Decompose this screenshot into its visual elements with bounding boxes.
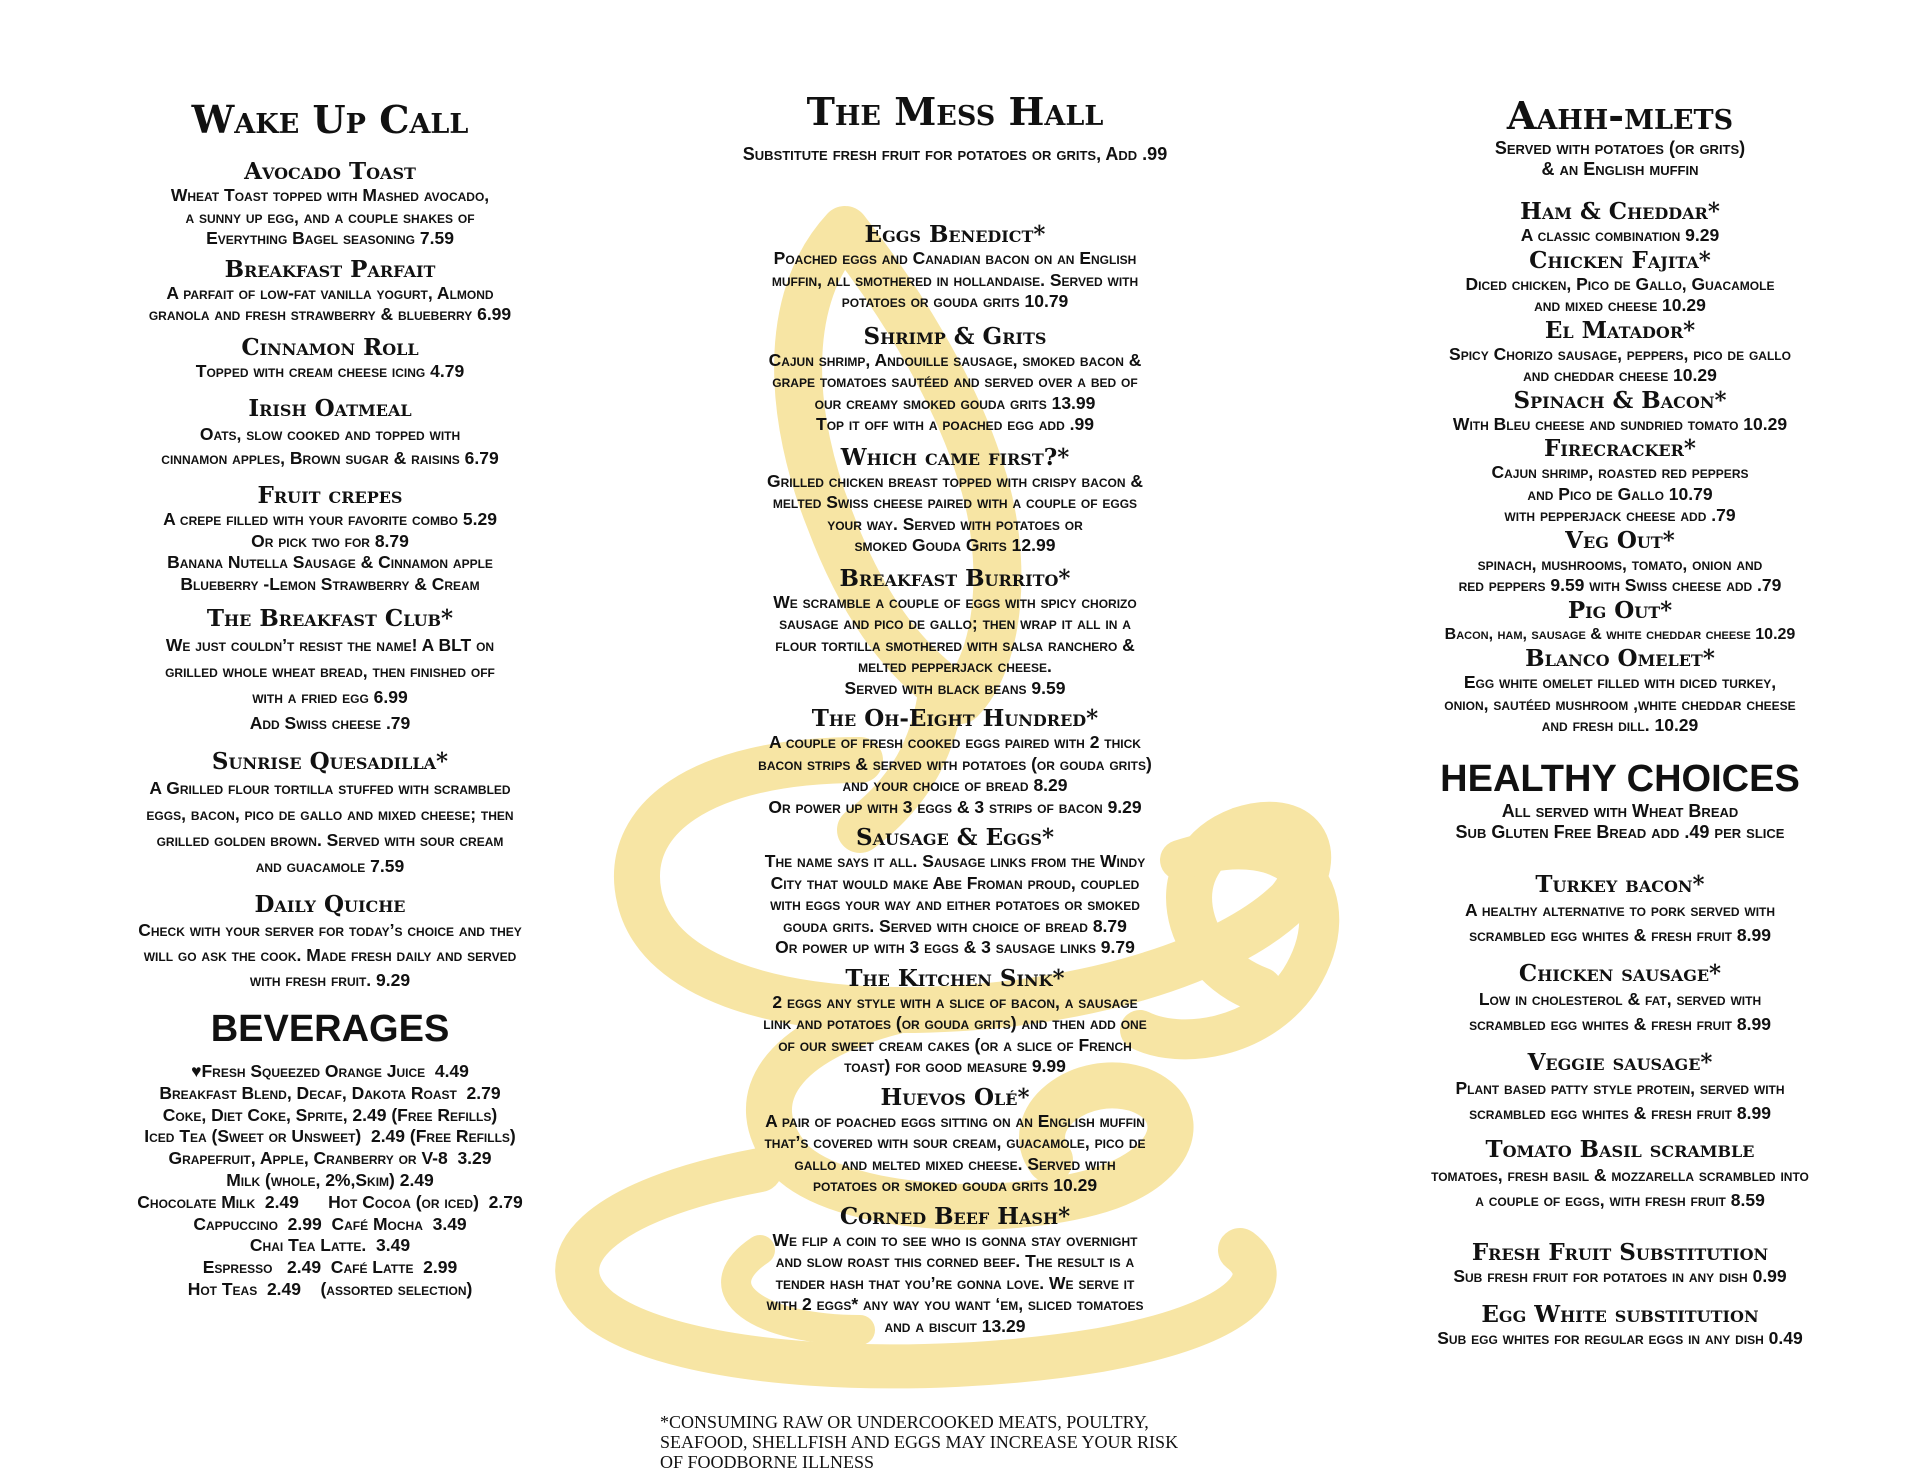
item-name: Veg Out* [1565, 526, 1675, 554]
menu-item [1340, 1136, 1900, 1213]
item-description: With Bleu cheese and sundried tomato 10.29 [1452, 413, 1788, 434]
item-description: Check with your server for today’s choice and they will go ask the cook. Made fresh daily and served with fresh fruit. 9.29 [138, 920, 522, 990]
menu-item [40, 158, 620, 250]
item-description: We just couldn’t resist the name! A BLT on grilled whole wheat bread, then finished off with a fried egg 6.99 Add Swiss cheese .79 [165, 635, 495, 733]
item-name: Which came first?* [840, 443, 1070, 471]
beverage-line: Espresso 2.49 Café Latte 2.99 [202, 1257, 458, 1278]
beverage-line: Cappuccino 2.99 Café Mocha 3.49 [193, 1213, 467, 1234]
item-name: Breakfast Burrito* [839, 564, 1071, 592]
item-name: Avocado Toast [244, 158, 416, 185]
menu-item [655, 824, 1255, 959]
mess-hall-subtitle: Substitute fresh fruit for potatoes or grits, Add .99 [742, 144, 1168, 164]
food-safety-disclaimer: *CONSUMING RAW OR UNDERCOOKED MEATS, POULTRY, SEAFOOD, SHELLFISH AND EGGS MAY INCREASE YOUR RISK OF FOODBORNE ILLNESS [660, 1412, 1179, 1472]
mess-hall-column [655, 0, 1255, 1337]
item-description: A pair of poached eggs sitting on an English muffin that’s covered with sour cream, guacamole, pico de gallo and melted mixed cheese. Served with potatoes or smoked gouda grits 10.29 [764, 1110, 1146, 1195]
item-name: Spinach & Bacon* [1513, 386, 1727, 414]
healthy-choices-subtitle: All served with Wheat Bread Sub Gluten Free Bread add .49 per slice [1455, 800, 1785, 842]
item-description: Grilled chicken breast topped with crispy bacon & melted Swiss cheese paired with a couple of eggs your way. Served with potatoes or smoked Gouda Grits 12.99 [766, 470, 1144, 555]
item-description: Oats, slow cooked and topped with cinnamon apples, Brown sugar & raisins 6.79 [161, 424, 499, 468]
item-name: Blanco Omelet* [1525, 645, 1715, 672]
item-description: A crepe filled with your favorite combo 5.29 Or pick two for 8.79 Banana Nutella Sausage & Cinnamon apple Blueberry -Lemon Strawberry & Cream [163, 509, 497, 594]
healthy-choices-title: HEALTHY CHOICES [1440, 757, 1800, 800]
menu-item [655, 705, 1255, 818]
item-description: We scramble a couple of eggs with spicy chorizo sausage and pico de gallo; then wrap it all in a flour tortilla smothered with salsa ranchero & melted pepperjack cheese. Served with black beans 9.59 [773, 591, 1137, 698]
mess-hall-title: The Mess Hall [806, 89, 1104, 134]
item-name: The Breakfast Club* [206, 605, 454, 632]
beverage-line: Chocolate Milk 2.49 Hot Cocoa (or iced) 2.79 [137, 1191, 523, 1212]
menu-item [655, 323, 1255, 436]
item-description: Sub egg whites for regular eggs in any dish 0.49 [1437, 1328, 1803, 1348]
omelets-column [1340, 0, 1900, 1350]
item-description: A couple of fresh cooked eggs paired with 2 thick bacon strips & served with potatoes (or gouda grits) and your choice of bread 8.29 Or power up with 3 eggs & 3 strips of bacon 9.29 [758, 732, 1152, 817]
item-description: Spicy Chorizo sausage, peppers, pico de gallo and cheddar cheese 10.29 [1449, 343, 1791, 385]
beverages-list [40, 1061, 620, 1301]
item-description: spinach, mushrooms, tomato, onion and red peppers 9.59 with Swiss cheese add .79 [1458, 553, 1782, 595]
item-name: El Matador* [1544, 316, 1696, 344]
beverage-line: Grapefruit, Apple, Cranberry or V-8 3.29 [168, 1148, 492, 1169]
item-description: Low in cholesterol & fat, served with scrambled egg whites & fresh fruit 8.99 [1469, 988, 1771, 1034]
item-name: Shrimp & Grits [863, 322, 1047, 350]
beverage-line: Iced Tea (Sweet or Unsweet) 2.49 (Free Refills) [144, 1126, 516, 1147]
menu-item [1340, 387, 1900, 436]
item-description: Topped with cream cheese icing 4.79 [195, 360, 465, 381]
item-description: tomatoes, fresh basil & mozzarella scrambled into a couple of eggs, with fresh fruit 8.59 [1431, 1164, 1809, 1210]
beverages-title: BEVERAGES [210, 1008, 450, 1050]
item-name: Daily Quiche [254, 891, 406, 918]
wake-up-call-title: Wake Up Call [191, 97, 469, 142]
menu-item [1340, 317, 1900, 387]
menu-item [655, 1203, 1255, 1338]
item-name: Fresh Fruit Substitution [1471, 1238, 1769, 1266]
menu-item [40, 748, 620, 879]
item-name: Turkey bacon* [1535, 870, 1705, 898]
omelets-title: Aahh-mlets [1506, 93, 1734, 138]
menu-item [40, 605, 620, 736]
menu-item [1340, 527, 1900, 597]
menu-item [655, 565, 1255, 700]
menu-item [40, 891, 620, 993]
omelets-subtitle: Served with potatoes (or grits) & an English muffin [1494, 138, 1746, 179]
menu-item [1340, 645, 1900, 737]
item-name: Eggs Benedict* [864, 221, 1046, 248]
beverage-line: Breakfast Blend, Decaf, Dakota Roast 2.79 [159, 1082, 501, 1103]
item-name: Sunrise Quesadilla* [211, 748, 449, 775]
menu-item [40, 482, 620, 595]
item-description: Poached eggs and Canadian bacon on an English muffin, all smothered in hollandaise. Served with potatoes or gouda grits 10.79 [771, 248, 1139, 311]
item-name: Tomato Basil scramble [1485, 1135, 1755, 1163]
item-description: Wheat Toast topped with Mashed avocado, a sunny up egg, and a couple shakes of Everything Bagel seasoning 7.59 [170, 185, 490, 248]
beverage-line: Chai Tea Latte. 3.49 [249, 1235, 411, 1256]
item-name: Pig Out* [1567, 596, 1673, 624]
item-name: Chicken Fajita* [1529, 246, 1711, 274]
menu-item [1340, 198, 1900, 247]
menu-item [1340, 1239, 1900, 1288]
beverage-line: Coke, Diet Coke, Sprite, 2.49 (Free Refills) [162, 1104, 498, 1125]
beverage-line: Hot Teas 2.49 (assorted selection) [187, 1278, 473, 1299]
menu-item [1340, 1301, 1900, 1350]
item-name: The Oh-Eight Hundred* [811, 705, 1099, 732]
item-description: A parfait of low-fat vanilla yogurt, Almond granola and fresh strawberry & blueberry 6.99 [148, 282, 512, 324]
item-name: Veggie sausage* [1527, 1048, 1713, 1076]
item-name: Chicken sausage* [1518, 959, 1722, 987]
menu-item [1340, 247, 1900, 317]
item-description: We flip a coin to see who is gonna stay overnight and slow roast this corned beef. The result is a tender hash that you’re gonna love. We serve it with 2 eggs* any way you want ‘em, sliced tomatoes and a biscuit 13.29 [766, 1229, 1144, 1336]
item-description: Egg white omelet filled with diced turkey, onion, sautéed mushroom ,white cheddar cheese and fresh dill. 10.29 [1444, 672, 1796, 735]
item-description: Plant based patty style protein, served with scrambled egg whites & fresh fruit 8.99 [1455, 1077, 1785, 1123]
item-description: Sub fresh fruit for potatoes in any dish 0.99 [1453, 1265, 1787, 1286]
item-name: Huevos Olé* [880, 1083, 1030, 1111]
item-name: Cinnamon Roll [241, 333, 419, 361]
item-name: Breakfast Parfait [224, 255, 436, 283]
item-name: Ham & Cheddar* [1520, 198, 1720, 225]
wake-up-call-column [40, 0, 620, 1301]
item-description: The name says it all. Sausage links from the Windy City that would make Abe Froman proud, coupled with eggs your way and either potatoes or smoked gouda grits. Served with choice of bread 8.79 Or power up with 3 eggs & 3 sausage links 9.79 [764, 851, 1146, 957]
menu-item [655, 221, 1255, 313]
beverage-line: ♥Fresh Squeezed Orange Juice 4.49 [191, 1061, 469, 1081]
menu-item [655, 1084, 1255, 1197]
menu-item [40, 256, 620, 326]
item-name: Fruit crepes [257, 482, 403, 509]
menu-item [1340, 597, 1900, 646]
item-description: 2 eggs any style with a slice of bacon, a sausage link and potatoes (or gouda grits) and then add one of our sweet cream cakes (or a slice of French toast) for good measure 9.99 [763, 991, 1147, 1076]
item-description: Cajun shrimp, roasted red peppers and Pico de Gallo 10.79 with pepperjack cheese add .79 [1491, 462, 1749, 525]
menu-item [655, 965, 1255, 1078]
item-description: A Grilled flour tortilla stuffed with scrambled eggs, bacon, pico de gallo and mixed cheese; then grilled golden brown. Served with sour cream and guacamole 7.59 [146, 778, 514, 876]
item-description: Cajun shrimp, Andouille sausage, smoked bacon & grape tomatoes sautéed and served over a bed of our creamy smoked gouda grits 13.99 Top it off with a poached egg add .99 [768, 349, 1142, 434]
item-name: Corned Beef Hash* [839, 1202, 1071, 1230]
menu-item [1340, 1049, 1900, 1126]
menu-item [1340, 435, 1900, 527]
menu-item [1340, 871, 1900, 948]
item-description: Diced chicken, Pico de Gallo, Guacamole and mixed cheese 10.29 [1465, 273, 1775, 315]
item-name: Sausage & Eggs* [855, 824, 1055, 851]
beverage-line: Milk (whole, 2%,Skim) 2.49 [226, 1169, 434, 1190]
item-name: Irish Oatmeal [248, 395, 412, 422]
item-name: Egg White substitution [1481, 1301, 1759, 1328]
menu-item [40, 334, 620, 383]
item-name: Firecracker* [1544, 435, 1696, 462]
item-description: A healthy alternative to pork served with scrambled egg whites & fresh fruit 8.99 [1464, 899, 1776, 945]
menu-item [655, 444, 1255, 557]
item-description: Bacon, ham, sausage & white cheddar cheese 10.29 [1444, 625, 1796, 643]
menu-item [1340, 960, 1900, 1037]
menu-item [40, 395, 620, 470]
item-name: The Kitchen Sink* [845, 964, 1065, 992]
item-description: A classic combination 9.29 [1520, 225, 1720, 245]
